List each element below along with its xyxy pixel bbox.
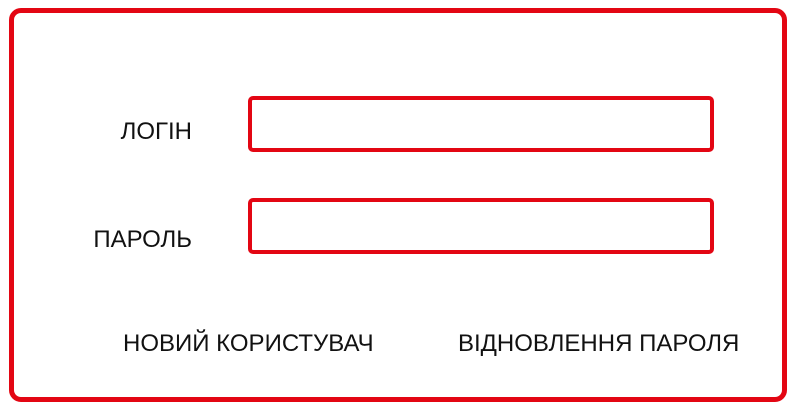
new-user-link[interactable]: НОВИЙ КОРИСТУВАЧ <box>123 330 374 357</box>
password-label: ПАРОЛЬ <box>93 226 192 253</box>
login-input[interactable] <box>248 96 714 152</box>
login-panel <box>9 8 787 402</box>
recover-password-link[interactable]: ВІДНОВЛЕННЯ ПАРОЛЯ <box>458 330 740 357</box>
login-label: ЛОГІН <box>120 118 192 145</box>
password-input[interactable] <box>248 198 714 254</box>
